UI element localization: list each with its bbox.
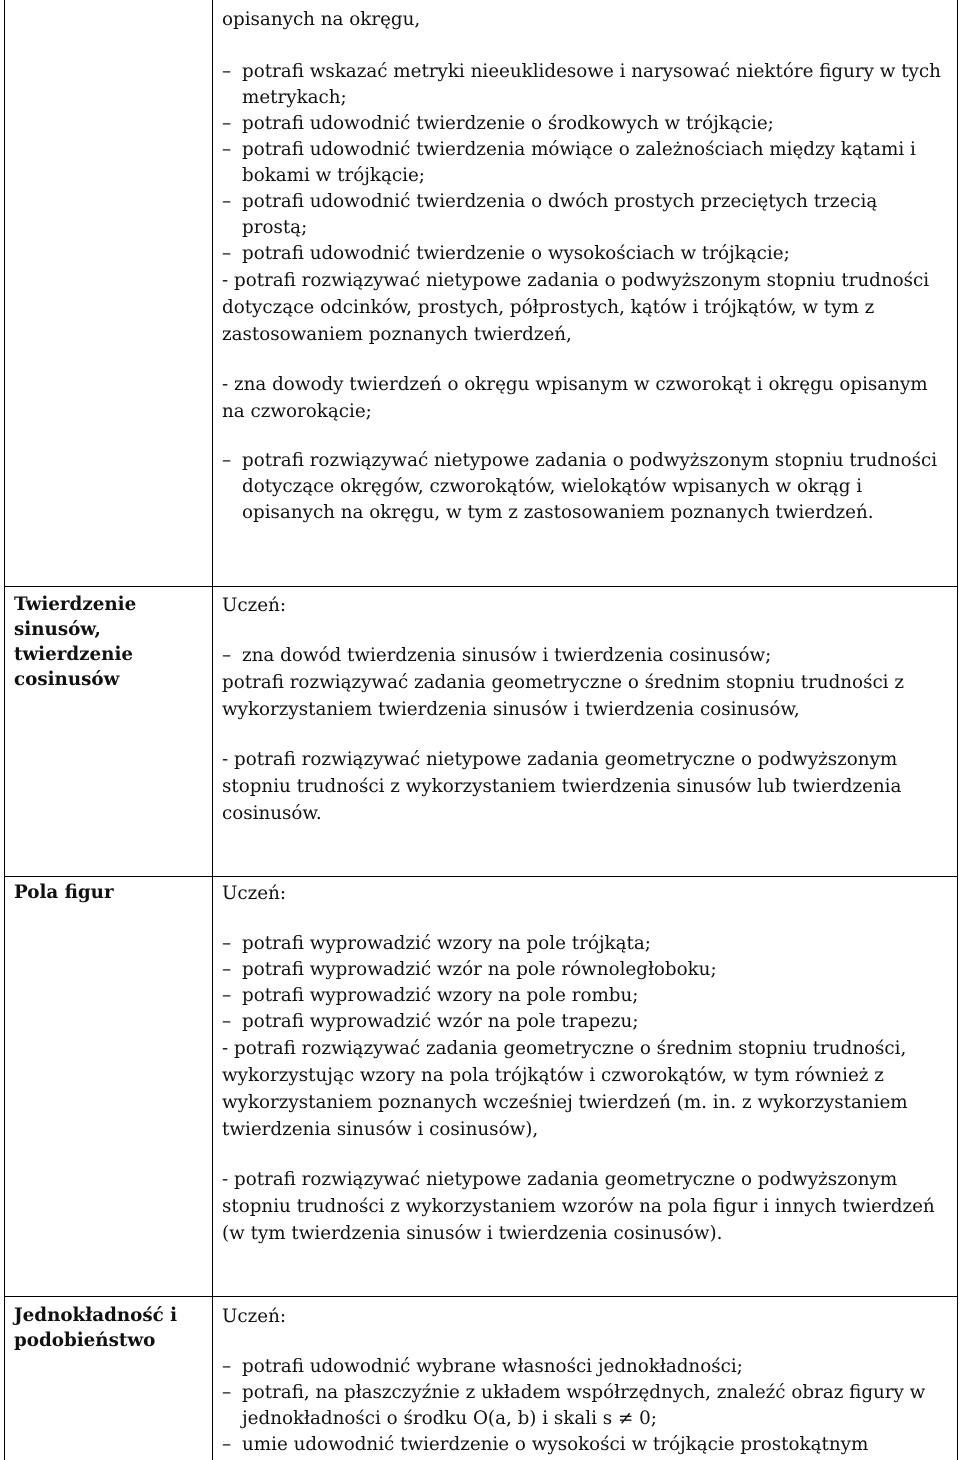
- row-divider: [4, 586, 958, 587]
- list-item: – potrafi wyprowadzić wzory na pole trójkąta;: [222, 931, 942, 957]
- list-item: – potrafi udowodnić twierdzenie o środkowych w trójkącie;: [222, 111, 942, 137]
- table-border-left: [4, 0, 5, 1460]
- list-item: – zna dowód twierdzenia sinusów i twierdzenia cosinusów;: [222, 643, 942, 669]
- paragraph: - potrafi rozwiązywać nietypowe zadania geometryczne o podwyższonym stopniu trudności z wykorzystaniem wzorów na pola figur i innych twierdzeń (w tym twierdzenia sinusów i twierdzenia cosinusów).: [222, 1169, 935, 1244]
- table-row: [222, 1303, 942, 1458]
- student-label: Uczeń:: [222, 883, 287, 904]
- row-divider: [4, 876, 958, 877]
- list-item: – potrafi udowodnić wybrane własności jednokładności;: [222, 1354, 942, 1380]
- row-divider: [4, 1296, 958, 1297]
- topic-cell: [14, 1303, 204, 1353]
- list-item: – potrafi rozwiązywać nietypowe zadania o podwyższonym stopniu trudności dotyczące okręgów, czworokątów, wielokątów wpisanych w okrąg i opisanych na okręgu, w tym z zastosowaniem poznanych twierdzeń.: [222, 448, 942, 526]
- list-item: – potrafi wskazać metryki nieeuklidesowe i narysować niektóre figury w tych metrykach;: [222, 59, 942, 111]
- list-item: – potrafi udowodnić twierdzenia mówiące o zależnościach między kątami i bokami w trójkącie;: [222, 137, 942, 189]
- paragraph: - potrafi rozwiązywać nietypowe zadania geometryczne o podwyższonym stopniu trudności z wykorzystaniem twierdzenia sinusów lub twierdzenia cosinusów.: [222, 749, 902, 824]
- table-row: [222, 6, 942, 526]
- list-item: – umie udowodnić twierdzenie o wysokości w trójkącie prostokątnym: [222, 1432, 942, 1458]
- list-item: – potrafi udowodnić twierdzenie o wysokościach w trójkącie;: [222, 241, 942, 267]
- paragraph: potrafi rozwiązywać zadania geometryczne o średnim stopniu trudności z wykorzystaniem twierdzenia sinusów i twierdzenia cosinusów,: [222, 672, 904, 720]
- list-item: – potrafi udowodnić twierdzenia o dwóch prostych przeciętych trzecią prostą;: [222, 189, 942, 241]
- topic-cell: [14, 880, 204, 905]
- student-label: Uczeń:: [222, 1306, 287, 1327]
- table-border-right: [957, 0, 958, 1460]
- table-column-divider: [212, 0, 213, 1460]
- topic-title: Pola figur: [14, 882, 114, 903]
- list-item: – potrafi wyprowadzić wzór na pole trapezu;: [222, 1009, 942, 1035]
- paragraph: - potrafi rozwiązywać zadania geometryczne o średnim stopniu trudności, wykorzystując wzory na pola trójkątów i czworokątów, w tym również z wykorzystaniem poznanych wcześniej twierdzeń (m. in. z wykorzystaniem twierdzenia sinusów i cosinusów),: [222, 1038, 908, 1140]
- student-label: Uczeń:: [222, 595, 287, 616]
- topic-cell: [14, 592, 204, 692]
- paragraph: - zna dowody twierdzeń o okręgu wpisanym w czworokąt i okręgu opisanym na czworokącie;: [222, 374, 928, 422]
- topic-title: Twierdzenie sinusów, twierdzenie cosinusów: [14, 594, 137, 690]
- list-item: – potrafi wyprowadzić wzór na pole równoległoboku;: [222, 957, 942, 983]
- table-row: [222, 880, 942, 1247]
- topic-title: Jednokładność i podobieństwo: [14, 1305, 178, 1351]
- paragraph: - potrafi rozwiązywać nietypowe zadania o podwyższonym stopniu trudności dotyczące odcinków, prostych, półprostych, kątów i trójkątów, w tym z zastosowaniem poznanych twierdzeń,: [222, 270, 930, 345]
- list-item: – potrafi, na płaszczyźnie z układem współrzędnych, znaleźć obraz figury w jednokładności o środku O(a, b) i skali s ≠ 0;: [222, 1380, 942, 1432]
- row-text: opisanych na okręgu,: [222, 9, 421, 30]
- table-row: [222, 592, 942, 827]
- list-item: – potrafi wyprowadzić wzory na pole rombu;: [222, 983, 942, 1009]
